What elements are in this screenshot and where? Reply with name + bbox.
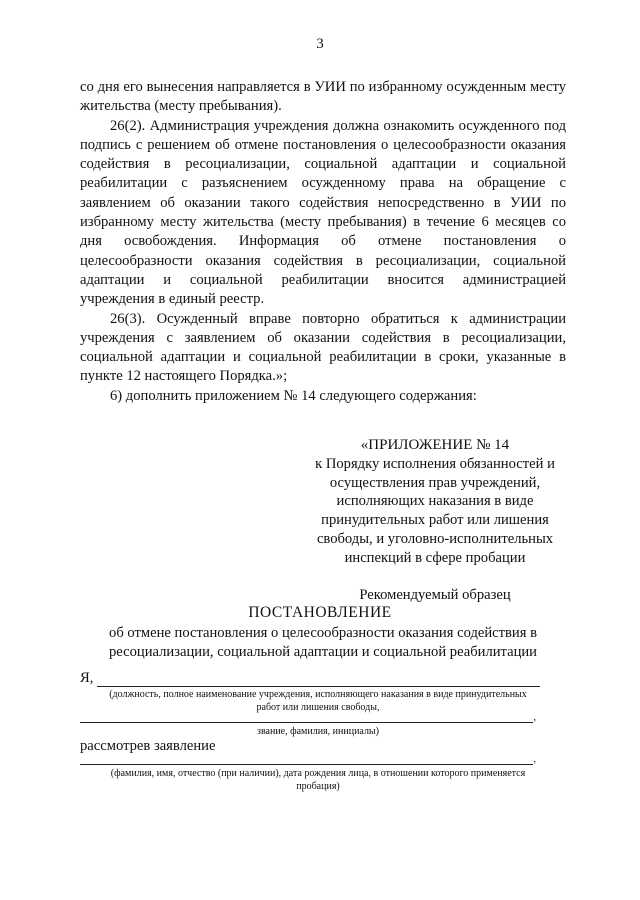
rank-line-row xyxy=(80,708,536,723)
position-field-line[interactable] xyxy=(97,672,540,687)
rank-field-line[interactable] xyxy=(80,708,533,723)
paragraph-item-6: 6) дополнить приложением № 14 следующего содержания: xyxy=(110,387,477,404)
paragraph-26-3: 26(3). Осужденный вправе повторно обратиться к администрации учреждения с заявлением об оказании содействия в ресоциализации, социальной адаптации и социальной реабилитации в сроки, указанные в пункте 12 настоящего Порядка.»; xyxy=(80,310,566,385)
paragraph-continuation: со дня его вынесения направляется в УИИ по избранному осужденным месту жительства (месту пребывания). xyxy=(80,79,566,115)
appendix-header xyxy=(300,436,570,604)
person-field-line[interactable] xyxy=(80,750,533,765)
body-text xyxy=(80,78,566,406)
decree-title: ПОСТАНОВЛЕНИЕ xyxy=(248,604,392,621)
caption-person: (фамилия, имя, отчество (при наличии), дата рождения лица, в отношении которого применяется пробация) xyxy=(110,768,526,792)
caption-rank: звание, фамилия, инициалы) xyxy=(257,726,379,737)
considering-label: рассмотрев заявление xyxy=(80,738,216,754)
appendix-sample-label: Рекомендуемый образец xyxy=(359,586,511,603)
page-number: 3 xyxy=(316,36,324,52)
ya-line-row xyxy=(80,670,540,687)
comma-mark: , xyxy=(533,712,536,723)
paragraph-26-2: 26(2). Администрация учреждения должна ознакомить осужденного под подпись с решением об отмене постановления о целесообразности оказания содействия в ресоциализации, социальной адаптации и социальной реабилитации с разъяснением осужденному права на обращение с заявлением об оказании такого содействия непосредственно в УИИ по избранному месту жительства (месту пребывания) в течение 6 месяцев со дня освобождения. Информация об отмене постановления о целесообразности оказания содействия в ресоциализации, социальной адаптации и социальной реабилитации вносится администрацией учреждения в единый реестр. xyxy=(80,117,566,308)
appendix-title: «ПРИЛОЖЕНИЕ № 14 xyxy=(360,437,510,453)
person-line-row xyxy=(80,750,536,765)
comma-mark-2: , xyxy=(533,754,536,765)
decree-subtitle: об отмене постановления о целесообразности оказания содействия в ресоциализации, социальной адаптации и социальной реабилитации xyxy=(109,625,537,660)
appendix-subtitle: к Порядку исполнения обязанностей и осуществления прав учреждений, исполняющих наказания в виде принудительных работ или лишения свободы, и уголовно-исполнительных инспекций в сфере пробации xyxy=(315,455,555,566)
ya-label: Я, xyxy=(80,670,94,686)
caption-position: (должность, полное наименование учреждения, исполняющего наказания в виде принудительных работ или лишения свободы, xyxy=(109,689,527,713)
